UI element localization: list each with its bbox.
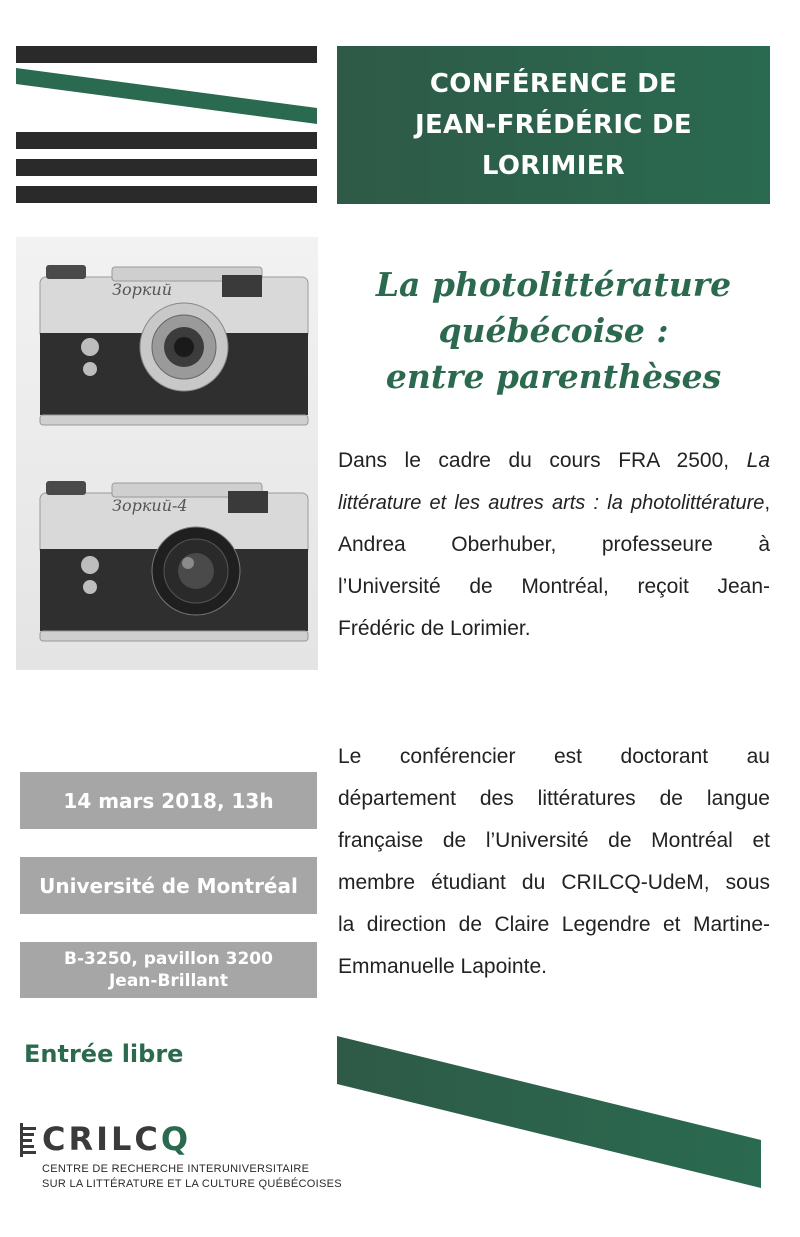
title-line-3: LORIMIER <box>481 150 626 181</box>
intro-line-1-text: Dans le cadre du cours FRA 2500, <box>338 449 730 472</box>
bio-line-6: Emmanuelle Lapointe. <box>338 955 547 978</box>
header-stripe-4 <box>16 186 317 203</box>
free-entry-label: Entrée libre <box>24 1040 184 1068</box>
subtitle-line-3: entre parenthèses <box>385 357 722 396</box>
event-room-line-1: B-3250, pavillon 3200 <box>64 949 273 969</box>
talk-subtitle <box>337 262 770 400</box>
event-room-box <box>20 942 317 998</box>
intro-line-4: l’Université de Montréal, reçoit Jean- <box>338 575 770 598</box>
svg-text:Зоркий-4: Зоркий-4 <box>112 496 188 515</box>
bio-line-5: la direction de Claire Legendre et Martine- <box>338 913 770 936</box>
camera-photo <box>16 237 318 670</box>
camera-photo-icon <box>16 237 318 670</box>
intro-line-2-tail: , <box>764 492 770 514</box>
bio-line-4: membre étudiant du CRILCQ-UdeM, sous <box>338 871 770 894</box>
crilcq-full-name-line-2: SUR LA LITTÉRATURE ET LA CULTURE QUÉBÉCOISES <box>42 1178 342 1190</box>
subtitle-line-2: québécoise : <box>438 311 669 350</box>
intro-line-5: Frédéric de Lorimier. <box>338 617 531 640</box>
conference-title-box <box>337 46 770 204</box>
crilcq-wordmark <box>42 1120 191 1158</box>
event-place: Université de Montréal <box>39 873 298 898</box>
header-diagonal-green-stripe <box>16 66 318 126</box>
crilcq-full-name <box>42 1162 342 1192</box>
crilcq-wordmark-q: Q <box>160 1120 192 1158</box>
intro-line-1 <box>338 440 770 482</box>
intro-line-2 <box>338 482 770 524</box>
crilcq-full-name-line-1: CENTRE DE RECHERCHE INTERUNIVERSITAIRE <box>42 1163 310 1175</box>
svg-text:Зоркий: Зоркий <box>112 280 173 299</box>
title-line-2: JEAN-FRÉDÉRIC DE <box>415 109 692 140</box>
event-room-line-2: Jean-Brillant <box>108 971 228 991</box>
crilcq-logo-icon <box>20 1123 38 1159</box>
event-date-box <box>20 772 317 829</box>
intro-line-3: Andrea Oberhuber, professeure à <box>338 533 770 556</box>
event-place-box <box>20 857 317 914</box>
intro-paragraph <box>338 440 770 650</box>
course-title-end: littérature et les autres arts : la photolittérature <box>338 492 765 514</box>
bio-line-2: département des littératures de langue <box>338 787 770 810</box>
crilcq-wordmark-main: CRILC <box>42 1120 161 1158</box>
event-date: 14 mars 2018, 13h <box>63 788 274 813</box>
bio-line-1: Le conférencier est doctorant au <box>338 745 770 768</box>
header-stripe-1 <box>16 46 317 63</box>
bio-paragraph <box>338 736 770 988</box>
bio-line-3: française de l’Université de Montréal et <box>338 829 770 852</box>
footer-diagonal-green-band <box>337 1036 767 1190</box>
course-title-start: La <box>746 449 770 472</box>
header-stripe-2 <box>16 132 317 149</box>
title-line-1: CONFÉRENCE DE <box>429 68 678 99</box>
subtitle-line-1: La photolittérature <box>375 265 732 304</box>
header-stripe-3 <box>16 159 317 176</box>
